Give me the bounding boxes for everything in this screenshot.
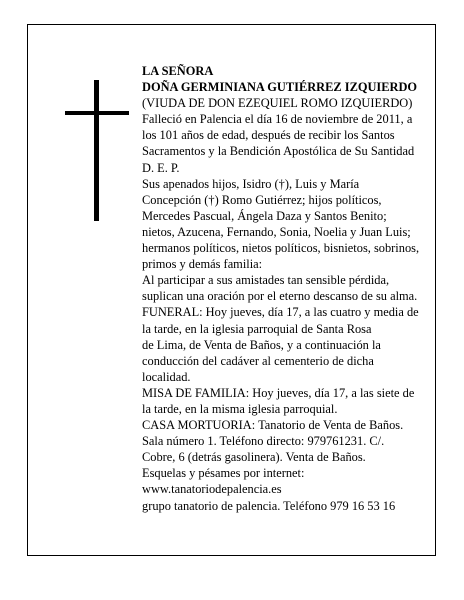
body-line: Mercedes Pascual, Ángela Daza y Santos Benito; bbox=[142, 208, 387, 223]
body-line: los 101 años de edad, después de recibir los Santos bbox=[142, 128, 395, 143]
obituary-frame bbox=[27, 24, 436, 556]
body-line: primos y demás familia: bbox=[142, 257, 263, 272]
funeral-line: localidad. bbox=[142, 369, 191, 384]
funeral-line: conducción del cadáver al cementerio de dicha bbox=[142, 353, 374, 368]
body-line: Falleció en Palencia el día 16 de noviembre de 2011, a bbox=[142, 112, 413, 127]
body-line: nietos, Azucena, Fernando, Sonia, Noelia y Juan Luis; bbox=[142, 224, 411, 239]
obituary-title: LA SEÑORA bbox=[142, 64, 214, 78]
funeral-home-line: Sala número 1. Teléfono directo: 979761231. C/. bbox=[142, 434, 385, 449]
body-line: suplican una oración por el eterno descanso de su alma. bbox=[142, 289, 418, 304]
funeral-line: FUNERAL: Hoy jueves, día 17, a las cuatro y media de bbox=[142, 305, 419, 320]
funeral-line: la tarde, en la iglesia parroquial de Santa Rosa bbox=[142, 321, 372, 336]
body-line: hermanos políticos, nietos políticos, bisnietos, sobrinos, bbox=[142, 241, 420, 256]
body-line: Sus apenados hijos, Isidro (†), Luis y María bbox=[142, 176, 360, 191]
funeral-home-line: Cobre, 6 (detrás gasolinera). Venta de Baños. bbox=[142, 450, 366, 465]
deceased-name: DOÑA GERMINIANA GUTIÉRREZ IZQUIERDO bbox=[142, 80, 418, 95]
contact-line: grupo tanatorio de palencia. Teléfono 979 16 53 16 bbox=[142, 498, 396, 513]
body-line: D. E. P. bbox=[142, 160, 180, 175]
family-mass-line: la tarde, en la misma iglesia parroquial. bbox=[142, 401, 338, 416]
body-line: Concepción (†) Romo Gutiérrez; hijos políticos, bbox=[142, 192, 382, 207]
widow-of-line: (VIUDA DE DON EZEQUIEL ROMO IZQUIERDO) bbox=[142, 96, 413, 111]
website-link[interactable]: www.tanatoriodepalencia.es bbox=[142, 482, 282, 497]
obituary-text bbox=[142, 63, 460, 514]
body-line: Sacramentos y la Bendición Apostólica de Su Santidad bbox=[142, 144, 415, 159]
funeral-line: de Lima, de Venta de Baños, y a continuación la bbox=[142, 337, 381, 352]
family-mass-line: MISA DE FAMILIA: Hoy jueves, día 17, a las siete de bbox=[142, 385, 415, 400]
cross-icon-horizontal-bar bbox=[65, 111, 129, 115]
body-line: Al participar a sus amistades tan sensible pérdida, bbox=[142, 273, 390, 288]
funeral-home-line: CASA MORTUORIA: Tanatorio de Venta de Baños. bbox=[142, 418, 404, 433]
cross-icon-vertical-bar bbox=[94, 80, 99, 221]
condolences-line: Esquelas y pésames por internet: bbox=[142, 466, 305, 481]
